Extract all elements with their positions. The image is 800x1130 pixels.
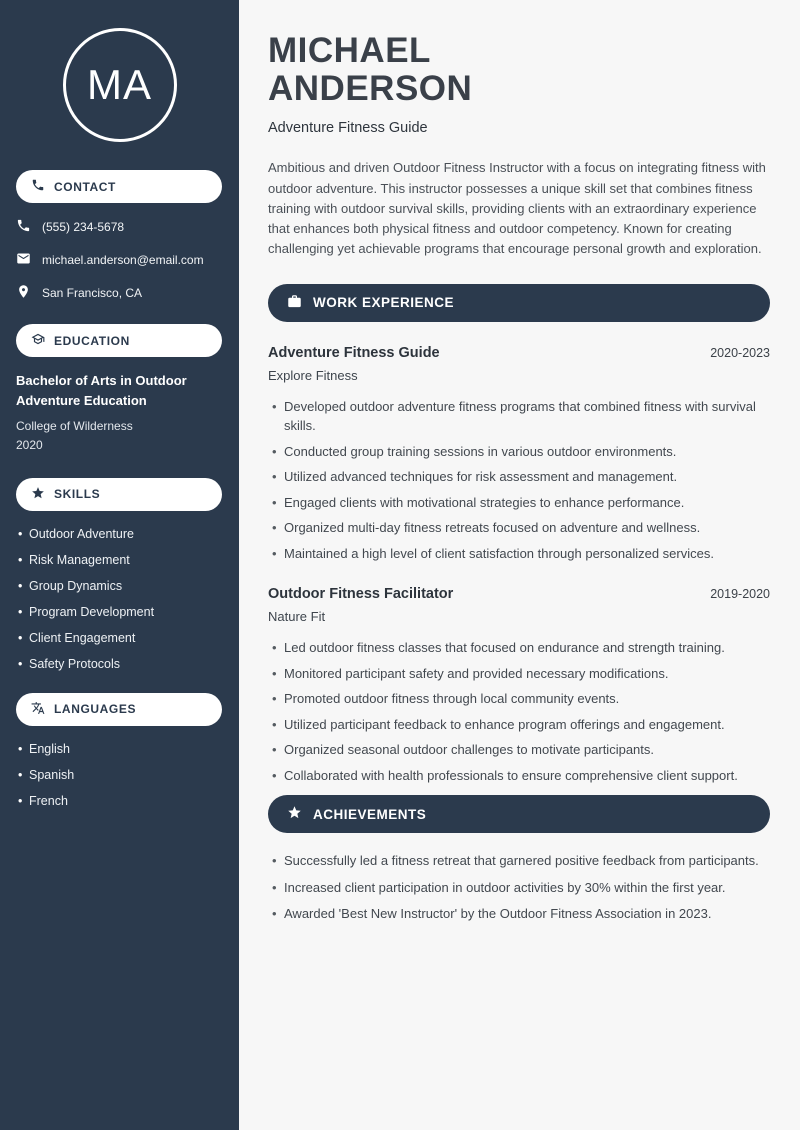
job-bullet: • Promoted outdoor fitness through local community events. — [272, 689, 770, 709]
job-bullet-list — [268, 638, 770, 785]
education-school: College of Wilderness — [16, 419, 133, 434]
job-header — [268, 586, 770, 602]
job-bullet: • Organized seasonal outdoor challenges to motivate participants. — [272, 740, 770, 760]
location-value: San Francisco, CA — [42, 286, 143, 300]
skills-header-label: SKILLS — [54, 487, 101, 502]
phone-icon — [31, 178, 45, 195]
education-header-label: EDUCATION — [54, 333, 130, 348]
location-pin-icon — [16, 284, 31, 302]
contact-item-phone — [0, 218, 239, 236]
job-bullet: • Collaborated with health professionals to ensure comprehensive client support. — [272, 766, 770, 786]
star-icon — [31, 486, 45, 503]
education-year: 2020 — [16, 438, 43, 453]
job-bullet: • Maintained a high level of client satisfaction through personalized services. — [272, 544, 770, 564]
skill-item: • Outdoor Adventure — [18, 527, 223, 541]
skill-item: • Risk Management — [18, 553, 223, 567]
job-title: Outdoor Fitness Facilitator — [268, 586, 454, 603]
job-bullet-list — [268, 397, 770, 564]
briefcase-icon — [287, 294, 302, 312]
languages-list — [0, 740, 239, 808]
candidate-last-name: ANDERSON — [268, 69, 473, 109]
graduation-cap-icon — [31, 332, 45, 349]
job-bullet: • Utilized participant feedback to enhance program offerings and engagement. — [272, 715, 770, 735]
contact-item-location — [0, 284, 239, 302]
skills-section-header — [16, 478, 222, 511]
education-degree: Bachelor of Arts in Outdoor Adventure Education — [16, 373, 187, 409]
work-experience-header-label: WORK EXPERIENCE — [313, 295, 455, 311]
languages-section — [0, 693, 239, 808]
email-value: michael.anderson@email.com — [42, 253, 204, 267]
mail-icon — [16, 251, 31, 269]
language-item: • English — [18, 742, 223, 756]
job-entry — [268, 586, 770, 785]
job-dates: 2019-2020 — [710, 587, 770, 602]
education-entry — [0, 371, 239, 456]
translate-icon — [31, 701, 45, 718]
profile-summary: Ambitious and driven Outdoor Fitness Instructor with a focus on integrating fitness with outdoor adventure. This instructor possesses a unique skill set that combines fitness training with outdoor survival skills, providing clients with an extraordinary experience that enhances both physical fitness and outdoor competency. Known for creating challenging yet achievable programs that encourage personal growth and exploration. — [268, 160, 766, 257]
sidebar — [0, 0, 239, 1130]
language-item: • French — [18, 794, 223, 808]
languages-section-header — [16, 693, 222, 726]
job-dates: 2020-2023 — [710, 345, 770, 360]
job-company: Explore Fitness — [268, 367, 358, 383]
skill-item: • Client Engagement — [18, 631, 223, 645]
achievements-list — [268, 851, 770, 924]
job-entry — [268, 345, 770, 564]
education-section — [0, 324, 239, 456]
job-title: Adventure Fitness Guide — [268, 344, 440, 361]
avatar-initials: MA — [87, 61, 152, 108]
phone-icon — [16, 218, 31, 236]
achievement-item: • Increased client participation in outdoor activities by 30% within the first year. — [272, 878, 770, 898]
avatar — [63, 28, 177, 142]
education-section-header — [16, 324, 222, 357]
skill-item: • Group Dynamics — [18, 579, 223, 593]
languages-header-label: LANGUAGES — [54, 702, 137, 717]
skill-item: • Program Development — [18, 605, 223, 619]
job-bullet: • Utilized advanced techniques for risk assessment and management. — [272, 467, 770, 487]
skill-item: • Safety Protocols — [18, 657, 223, 671]
phone-value: (555) 234-5678 — [42, 220, 125, 234]
achievement-item: • Successfully led a fitness retreat that garnered positive feedback from participants. — [272, 851, 770, 871]
contact-section-header — [16, 170, 222, 203]
contact-item-email — [0, 251, 239, 269]
job-bullet: • Developed outdoor adventure fitness programs that combined fitness with survival skills. — [272, 397, 770, 436]
job-bullet: • Led outdoor fitness classes that focused on endurance and strength training. — [272, 638, 770, 658]
skills-section — [0, 478, 239, 671]
job-bullet: • Conducted group training sessions in various outdoor environments. — [272, 442, 770, 462]
candidate-first-name: MICHAEL — [268, 31, 431, 70]
star-icon — [287, 805, 302, 823]
candidate-headline: Adventure Fitness Guide — [268, 120, 428, 137]
work-experience-section-header — [268, 284, 770, 322]
job-bullet: • Monitored participant safety and provided necessary modifications. — [272, 664, 770, 684]
language-item: • Spanish — [18, 768, 223, 782]
skills-list — [0, 525, 239, 671]
job-company: Nature Fit — [268, 609, 326, 625]
candidate-name — [268, 32, 770, 108]
achievements-section-header — [268, 795, 770, 833]
achievement-item: • Awarded 'Best New Instructor' by the Outdoor Fitness Association in 2023. — [272, 904, 770, 924]
achievements-header-label: ACHIEVEMENTS — [313, 806, 427, 822]
contact-section — [0, 170, 239, 302]
job-header — [268, 345, 770, 361]
main-content — [239, 0, 800, 1130]
contact-header-label: CONTACT — [54, 179, 116, 194]
job-bullet: • Engaged clients with motivational strategies to enhance performance. — [272, 493, 770, 513]
job-bullet: • Organized multi-day fitness retreats focused on adventure and wellness. — [272, 518, 770, 538]
